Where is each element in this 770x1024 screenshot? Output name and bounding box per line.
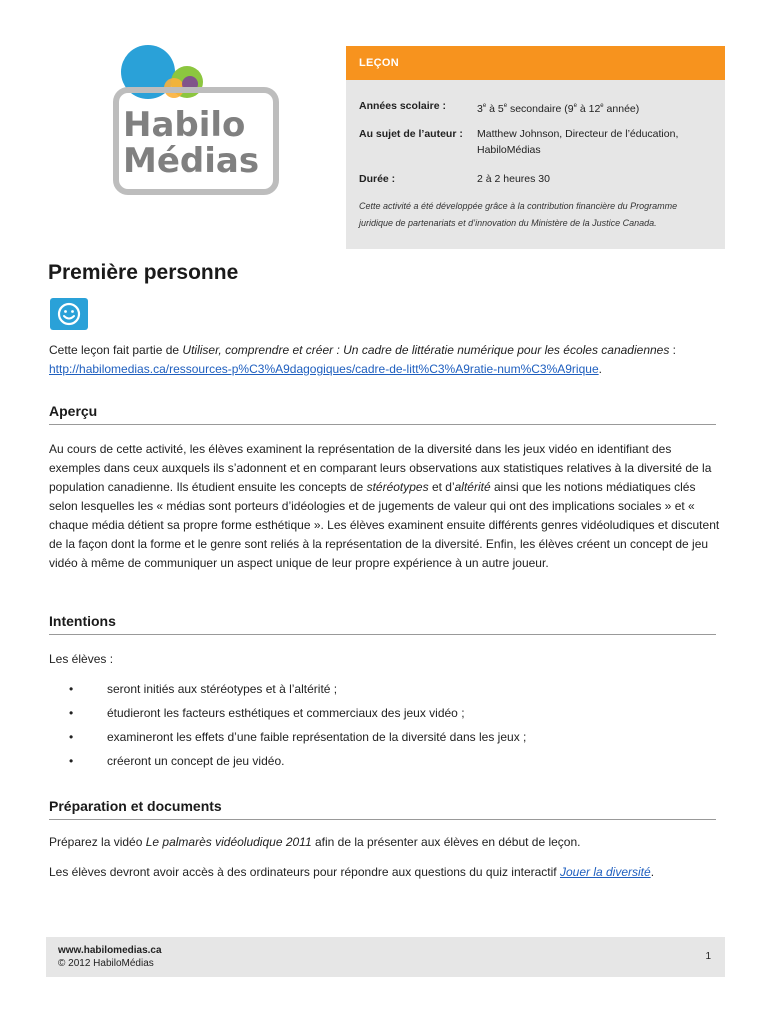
preparation-paragraph-2: Les élèves devront avoir accès à des ordinateurs pour répondre aux questions du quiz interactif Jouer la diversité. [49,865,655,879]
page-title: Première personne [48,261,239,284]
author-label: Au sujet de l’auteur : [359,128,463,140]
preparation-paragraph-1: Préparez la vidéo Le palmarès vidéoludique 2011 afin de la présenter aux élèves en début de leçon. [49,835,581,849]
grades-label: Années scolaire : [359,100,446,112]
framework-link[interactable]: http://habilomedias.ca/ressources-p%C3%A9dagogiques/cadre-de-litt%C3%A9ratie-num%C3%A9rique [49,362,599,376]
intro-paragraph: Cette leçon fait partie de Utiliser, comprendre et créer : Un cadre de littératie numérique pour les écoles canadiennes : http://habilomedias.ca/ressources-p%C3%A9dagogiques/cadre-de-litt%C3%A9ratie-num%C3%A9rique. [49,343,677,376]
grades-value: 3e à 5e secondaire (9e à 12e année) [477,103,640,115]
lesson-info-box [346,46,725,249]
logo-text-habilo: Habilo [123,105,246,145]
habilomedias-logo [108,44,280,196]
preparation-heading: Préparation et documents [49,798,716,820]
logo-text-medias: Médias [123,141,260,181]
footer-copyright: © 2012 HabiloMédias [58,958,154,969]
intentions-intro: Les élèves : [49,652,114,666]
lesson-header: LEÇON [346,46,725,80]
apercu-heading: Aperçu [49,403,716,425]
list-item: • étudieront les facteurs esthétiques et commerciaux des jeux vidéo ; [69,706,465,720]
list-item: • seront initiés aux stéréotypes et à l’altérité ; [69,682,338,696]
smiley-icon [50,298,88,330]
jouer-la-diversite-link[interactable]: Jouer la diversité [559,865,651,879]
author-value: Matthew Johnson, Directeur de l’éducation, HabiloMédias [477,128,679,156]
page-number: 1 [705,951,711,962]
list-item: • créeront un concept de jeu vidéo. [69,754,285,768]
apercu-paragraph: Au cours de cette activité, les élèves examinent la représentation de la diversité dans les jeux vidéo en identifiant des exemples dans ceux auxquels ils s’adonnent et en comparant leurs observations aux statistiques relatives à la diversité de la population canadienne. Ils étudient ensuite les concepts de stéréotypes et d’altérité ainsi que les notions médiatiques clés selon lesquelles les « médias sont porteurs d’idéologies et de jugements de valeur qui ont des implications sociales » et « chaque média détient sa propre forme esthétique ». Les élèves examinent ensuite différents genres vidéoludiques et discutent de la façon dont la forme et le genre sont reliés à la représentation de la diversité. Enfin, les élèves créent un concept de jeu vidéo à même de communiquer un aspect unique de leur propre expérience à un autre joueur. [49,442,720,570]
intentions-list [49,680,709,776]
duration-label: Durée : [359,173,396,185]
funding-note: Cette activité a été développée grâce à la contribution financière du Programme juridique de partenariats et d’innovation du Ministère de la Justice Canada. [359,201,678,228]
footer-url: www.habilomedias.ca [58,945,162,956]
intentions-heading: Intentions [49,613,716,635]
list-item: • examineront les effets d’une faible représentation de la diversité dans les jeux ; [69,730,527,744]
duration-value: 2 à 2 heures 30 [477,173,550,185]
page-footer [46,937,725,977]
